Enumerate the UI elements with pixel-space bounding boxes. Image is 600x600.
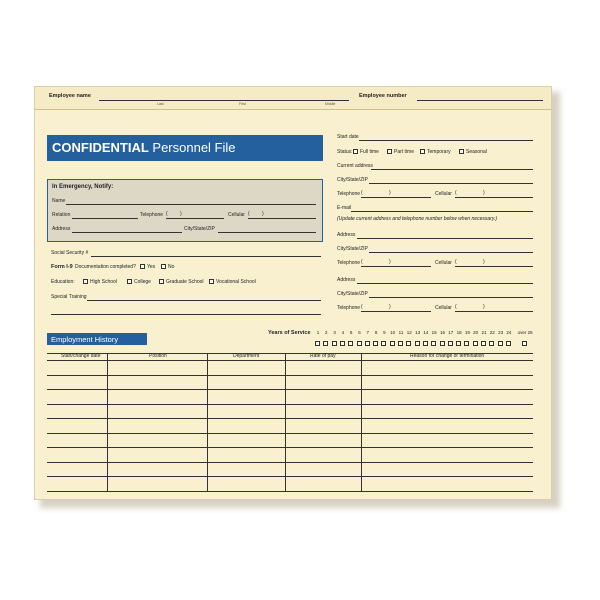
years-number: 21 xyxy=(481,330,487,335)
employee-name-label: Employee name xyxy=(49,93,91,99)
table-row-line[interactable] xyxy=(47,462,533,463)
years-checkbox[interactable] xyxy=(464,341,469,346)
years-checkbox[interactable] xyxy=(522,341,527,346)
years-number: 11 xyxy=(398,330,404,335)
years-checkbox[interactable] xyxy=(431,341,436,346)
status-seasonal-checkbox[interactable] xyxy=(459,149,464,154)
table-column-divider xyxy=(107,353,108,491)
years-number: 1 xyxy=(316,330,320,335)
years-checkbox[interactable] xyxy=(340,341,345,346)
years-checkbox[interactable] xyxy=(448,341,453,346)
years-number: 4 xyxy=(341,330,345,335)
years-number: over 25 xyxy=(517,330,533,335)
years-number: 22 xyxy=(489,330,495,335)
emergency-relation-line[interactable] xyxy=(72,218,138,219)
telephone-line-2[interactable] xyxy=(361,266,431,267)
paren-close: ) xyxy=(483,259,485,265)
status-full-time-checkbox[interactable] xyxy=(353,149,358,154)
emergency-name-line[interactable] xyxy=(66,204,316,205)
years-number: 6 xyxy=(358,330,361,335)
years-checkbox[interactable] xyxy=(315,341,320,346)
edu-high-school-label: High School xyxy=(90,279,117,285)
emergency-contact-box xyxy=(47,179,323,242)
special-training-line-2[interactable] xyxy=(51,314,321,315)
telephone-label-2: Telephone xyxy=(337,260,361,266)
years-checkbox[interactable] xyxy=(398,341,403,346)
table-row-line[interactable] xyxy=(47,360,533,361)
table-row-line[interactable] xyxy=(47,476,533,477)
years-number: 12 xyxy=(406,330,412,335)
years-checkbox[interactable] xyxy=(440,341,445,346)
table-row-line[interactable] xyxy=(47,404,533,405)
years-number: 2 xyxy=(325,330,328,335)
edu-vocational-label: Vocational School xyxy=(216,279,256,285)
telephone-line-3[interactable] xyxy=(361,311,431,312)
telephone-label-3: Telephone xyxy=(337,305,361,311)
emergency-heading: In Emergency, Notify: xyxy=(52,184,114,190)
years-checkbox[interactable] xyxy=(423,341,428,346)
years-number: 8 xyxy=(374,330,378,335)
address-line-3[interactable] xyxy=(357,283,533,284)
telephone-line-1[interactable] xyxy=(361,197,431,198)
years-number: 19 xyxy=(464,330,470,335)
update-note: (Update current address and telephone number below when necessary.) xyxy=(337,216,497,222)
email-label: E-mail xyxy=(337,205,352,211)
paren-close: ) xyxy=(262,211,264,217)
telephone-label-1: Telephone xyxy=(337,191,361,197)
city-line-2[interactable] xyxy=(369,252,533,253)
years-number: 20 xyxy=(473,330,479,335)
employee-number-line[interactable] xyxy=(417,100,543,101)
years-checkbox[interactable] xyxy=(456,341,461,346)
education-label: Education: xyxy=(51,279,75,285)
col-department: Department xyxy=(233,353,260,359)
name-part-first: First xyxy=(239,102,246,106)
cellular-label-3: Cellular xyxy=(435,305,452,311)
special-training-label: Special Training xyxy=(51,294,87,300)
emergency-name-label: Name xyxy=(52,198,66,204)
paren-open: ( xyxy=(248,211,250,217)
status-temporary-label: Temporary xyxy=(427,149,451,155)
title-bold: CONFIDENTIAL xyxy=(52,140,149,155)
title-banner xyxy=(47,135,323,161)
city-line-1[interactable] xyxy=(369,183,533,184)
employee-number-label: Employee number xyxy=(359,93,407,99)
city-line-3[interactable] xyxy=(369,297,533,298)
employment-history-heading: Employment History xyxy=(51,335,119,344)
table-row-line[interactable] xyxy=(47,375,533,376)
emergency-cellular-line[interactable] xyxy=(248,218,316,219)
years-checkbox[interactable] xyxy=(506,341,511,346)
edu-college-label: College xyxy=(134,279,151,285)
years-checkbox[interactable] xyxy=(332,341,337,346)
status-part-time-checkbox[interactable] xyxy=(387,149,392,154)
paren-close: ) xyxy=(389,259,391,265)
paren-open: ( xyxy=(166,211,168,217)
years-number: 3 xyxy=(333,330,336,335)
status-full-time-label: Full time xyxy=(360,149,379,155)
form-i9-label: Form I-9 xyxy=(51,264,73,270)
paren-open: ( xyxy=(361,304,363,310)
emergency-telephone-line[interactable] xyxy=(166,218,224,219)
years-number: 10 xyxy=(390,330,396,335)
paren-open: ( xyxy=(361,190,363,196)
years-checkbox[interactable] xyxy=(498,341,503,346)
years-checkbox[interactable] xyxy=(365,341,370,346)
emergency-relation-label: Relation xyxy=(52,212,71,218)
years-number: 23 xyxy=(498,330,504,335)
paren-close: ) xyxy=(483,190,485,196)
i9-no-checkbox[interactable] xyxy=(161,264,166,269)
emergency-city-label: City/State/ZIP xyxy=(184,226,215,232)
status-temporary-checkbox[interactable] xyxy=(420,149,425,154)
years-checkbox[interactable] xyxy=(406,341,411,346)
paren-close: ) xyxy=(389,304,391,310)
edu-graduate-checkbox[interactable] xyxy=(159,279,164,284)
col-rate-of-pay: Rate of pay xyxy=(310,353,336,359)
employment-history-banner xyxy=(47,333,147,345)
status-label: Status: xyxy=(337,149,353,155)
cellular-label-1: Cellular xyxy=(435,191,452,197)
edu-vocational-checkbox[interactable] xyxy=(209,279,214,284)
name-part-last: Last xyxy=(157,102,164,106)
paren-open: ( xyxy=(361,259,363,265)
cellular-line-1[interactable] xyxy=(455,197,533,198)
table-column-divider xyxy=(285,353,286,491)
city-label-3: City/State/ZIP xyxy=(337,291,368,297)
start-date-line[interactable] xyxy=(359,140,533,141)
form-title xyxy=(52,140,236,155)
city-label-1: City/State/ZIP xyxy=(337,177,368,183)
email-line[interactable] xyxy=(351,211,533,212)
current-address-label: Current address xyxy=(337,163,373,169)
name-part-middle: Middle xyxy=(325,102,336,106)
table-row-line[interactable] xyxy=(47,433,533,434)
col-start-date: Start/change date xyxy=(61,353,101,359)
paren-close: ) xyxy=(389,190,391,196)
table-column-divider xyxy=(207,353,208,491)
city-label-2: City/State/ZIP xyxy=(337,246,368,252)
paren-close: ) xyxy=(180,211,182,217)
years-number: 18 xyxy=(456,330,462,335)
address-label-2: Address xyxy=(337,232,356,238)
table-row-line[interactable] xyxy=(47,447,533,448)
start-date-label: Start date xyxy=(337,134,359,140)
years-number: 13 xyxy=(415,330,421,335)
i9-yes-label: Yes xyxy=(147,264,156,270)
emergency-address-label: Address xyxy=(52,226,71,232)
years-checkbox[interactable] xyxy=(415,341,420,346)
years-number: 16 xyxy=(439,330,445,335)
years-number: 24 xyxy=(506,330,512,335)
years-of-service-label: Years of Service xyxy=(268,330,311,336)
years-number: 7 xyxy=(366,330,370,335)
status-seasonal-label: Seasonal xyxy=(466,149,487,155)
emergency-telephone-label: Telephone xyxy=(140,212,164,218)
cellular-label-2: Cellular xyxy=(435,260,452,266)
cellular-line-3[interactable] xyxy=(455,311,533,312)
emergency-address-line[interactable] xyxy=(72,232,182,233)
col-reason: Reason for change or termination xyxy=(410,353,485,359)
years-number: 9 xyxy=(383,330,386,335)
i9-yes-checkbox[interactable] xyxy=(140,264,145,269)
years-number: 14 xyxy=(423,330,429,335)
documentation-label: Documentation completed? xyxy=(75,264,136,270)
years-checkbox[interactable] xyxy=(357,341,362,346)
paren-close: ) xyxy=(483,304,485,310)
years-checkbox[interactable] xyxy=(473,341,478,346)
emergency-cellular-label: Cellular xyxy=(228,212,245,218)
personnel-file-folder xyxy=(34,86,552,500)
folder-tab-strip xyxy=(35,87,551,110)
employee-name-line[interactable] xyxy=(99,100,349,101)
table-row-line[interactable] xyxy=(47,389,533,390)
years-checkbox[interactable] xyxy=(489,341,494,346)
years-checkbox[interactable] xyxy=(481,341,486,346)
table-column-divider xyxy=(361,353,362,491)
title-rest: Personnel File xyxy=(148,140,236,155)
status-part-time-label: Part time xyxy=(394,149,415,155)
years-number: 17 xyxy=(448,330,454,335)
edu-graduate-label: Graduate School xyxy=(166,279,204,285)
years-checkbox[interactable] xyxy=(373,341,378,346)
edu-high-school-checkbox[interactable] xyxy=(83,279,88,284)
years-checkbox[interactable] xyxy=(348,341,353,346)
edu-college-checkbox[interactable] xyxy=(127,279,132,284)
paren-open: ( xyxy=(455,259,457,265)
ssn-label: Social Security # xyxy=(51,250,89,256)
address-label-3: Address xyxy=(337,277,356,283)
paren-open: ( xyxy=(455,190,457,196)
table-row-line[interactable] xyxy=(47,491,533,492)
years-checkbox[interactable] xyxy=(390,341,395,346)
paren-open: ( xyxy=(455,304,457,310)
current-address-line[interactable] xyxy=(371,169,533,170)
years-number: 5 xyxy=(349,330,353,335)
years-checkbox[interactable] xyxy=(381,341,386,346)
address-line-2[interactable] xyxy=(357,238,533,239)
emergency-city-line[interactable] xyxy=(218,232,316,233)
table-row-line[interactable] xyxy=(47,418,533,419)
i9-no-label: No xyxy=(168,264,175,270)
special-training-line[interactable] xyxy=(87,300,321,301)
cellular-line-2[interactable] xyxy=(455,266,533,267)
years-checkbox[interactable] xyxy=(323,341,328,346)
years-number: 15 xyxy=(431,330,437,335)
ssn-line[interactable] xyxy=(91,256,321,257)
col-position: Position xyxy=(149,353,167,359)
